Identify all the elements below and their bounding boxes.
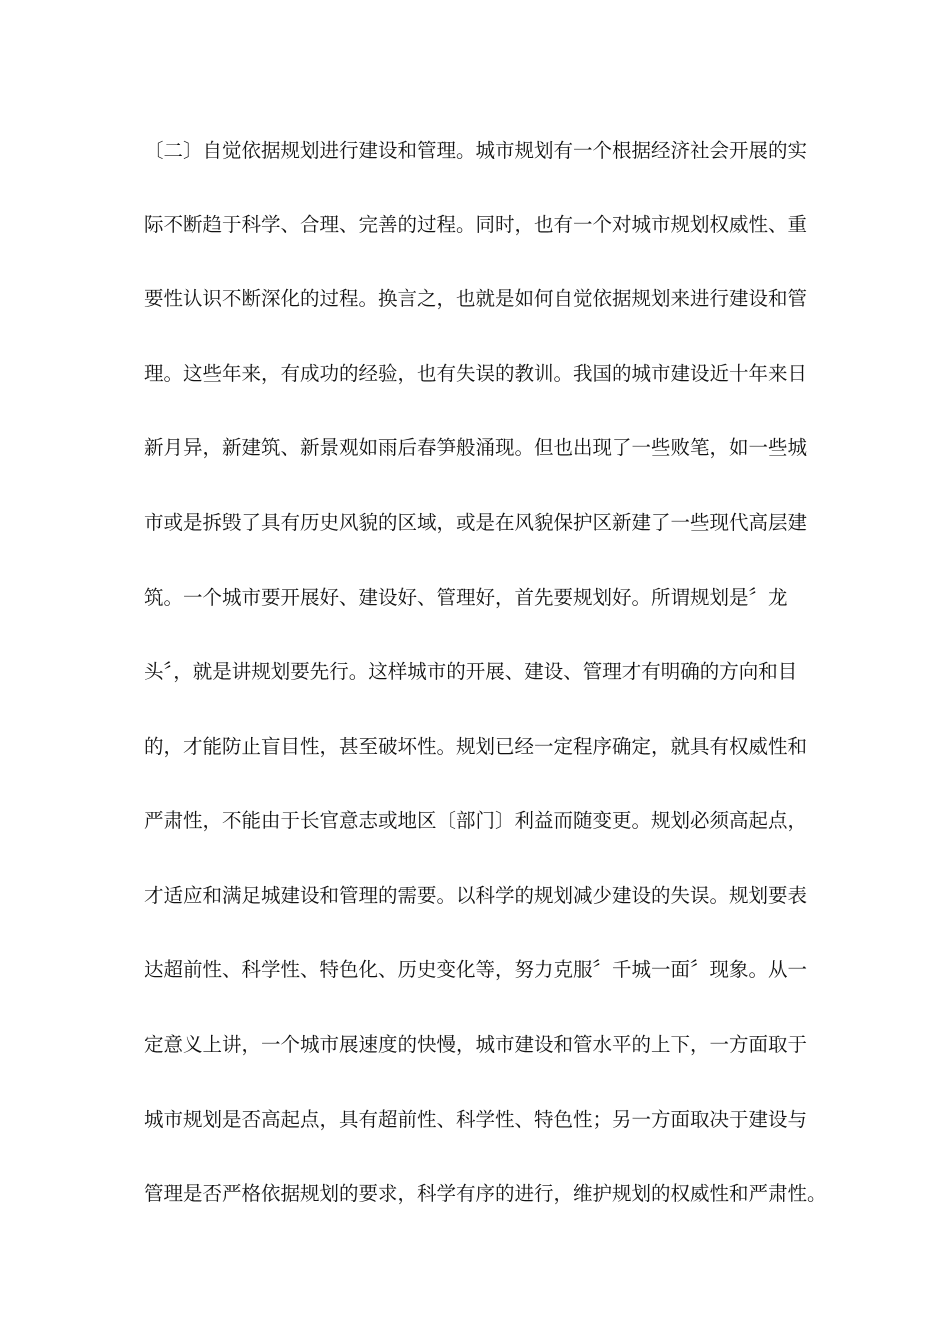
paragraph-line: 〔二〕自觉依据规划进行建设和管理。城市规划有一个根据经济社会开展的实 [144, 139, 808, 162]
paragraph-line: 才适应和满足城建设和管理的需要。以科学的规划减少建设的失误。规划要表 [144, 884, 808, 907]
paragraph-line: 筑。一个城市要开展好、建设好、管理好，首先要规划好。所谓规划是〞龙 [144, 586, 788, 609]
paragraph-line: 新月异，新建筑、新景观如雨后春笋般涌现。但也出现了一些败笔，如一些城 [144, 436, 808, 459]
paragraph-line: 达超前性、科学性、特色化、历史变化等，努力克服〞千城一面〞现象。从一 [144, 958, 808, 981]
paragraph-line: 的，才能防止盲目性，甚至破坏性。规划已经一定程序确定，就具有权威性和 [144, 735, 808, 758]
paragraph-line: 市或是拆毁了具有历史风貌的区域，或是在风貌保护区新建了一些现代高层建 [144, 511, 808, 534]
paragraph-line: 理。这些年来，有成功的经验，也有失误的教训。我国的城市建设近十年来日 [144, 362, 808, 385]
paragraph-line: 头〞，就是讲规划要先行。这样城市的开展、建设、管理才有明确的方向和目 [144, 660, 798, 683]
paragraph-line: 要性认识不断深化的过程。换言之，也就是如何自觉依据规划来进行建设和管 [144, 287, 808, 310]
paragraph-line: 管理是否严格依据规划的要求，科学有序的进行，维护规划的权威性和严肃性。 [144, 1182, 827, 1205]
paragraph-line: 城市规划是否高起点，具有超前性、科学性、特色性；另一方面取决于建设与 [144, 1108, 808, 1131]
paragraph-line: 际不断趋于科学、合理、完善的过程。同时，也有一个对城市规划权威性、重 [144, 213, 808, 236]
paragraph-line: 定意义上讲，一个城市展速度的快慢，城市建设和管水平的上下，一方面取于 [144, 1033, 808, 1056]
paragraph-line: 严肃性，不能由于长官意志或地区〔部门〕利益而随变更。规划必须高起点， [144, 809, 808, 832]
